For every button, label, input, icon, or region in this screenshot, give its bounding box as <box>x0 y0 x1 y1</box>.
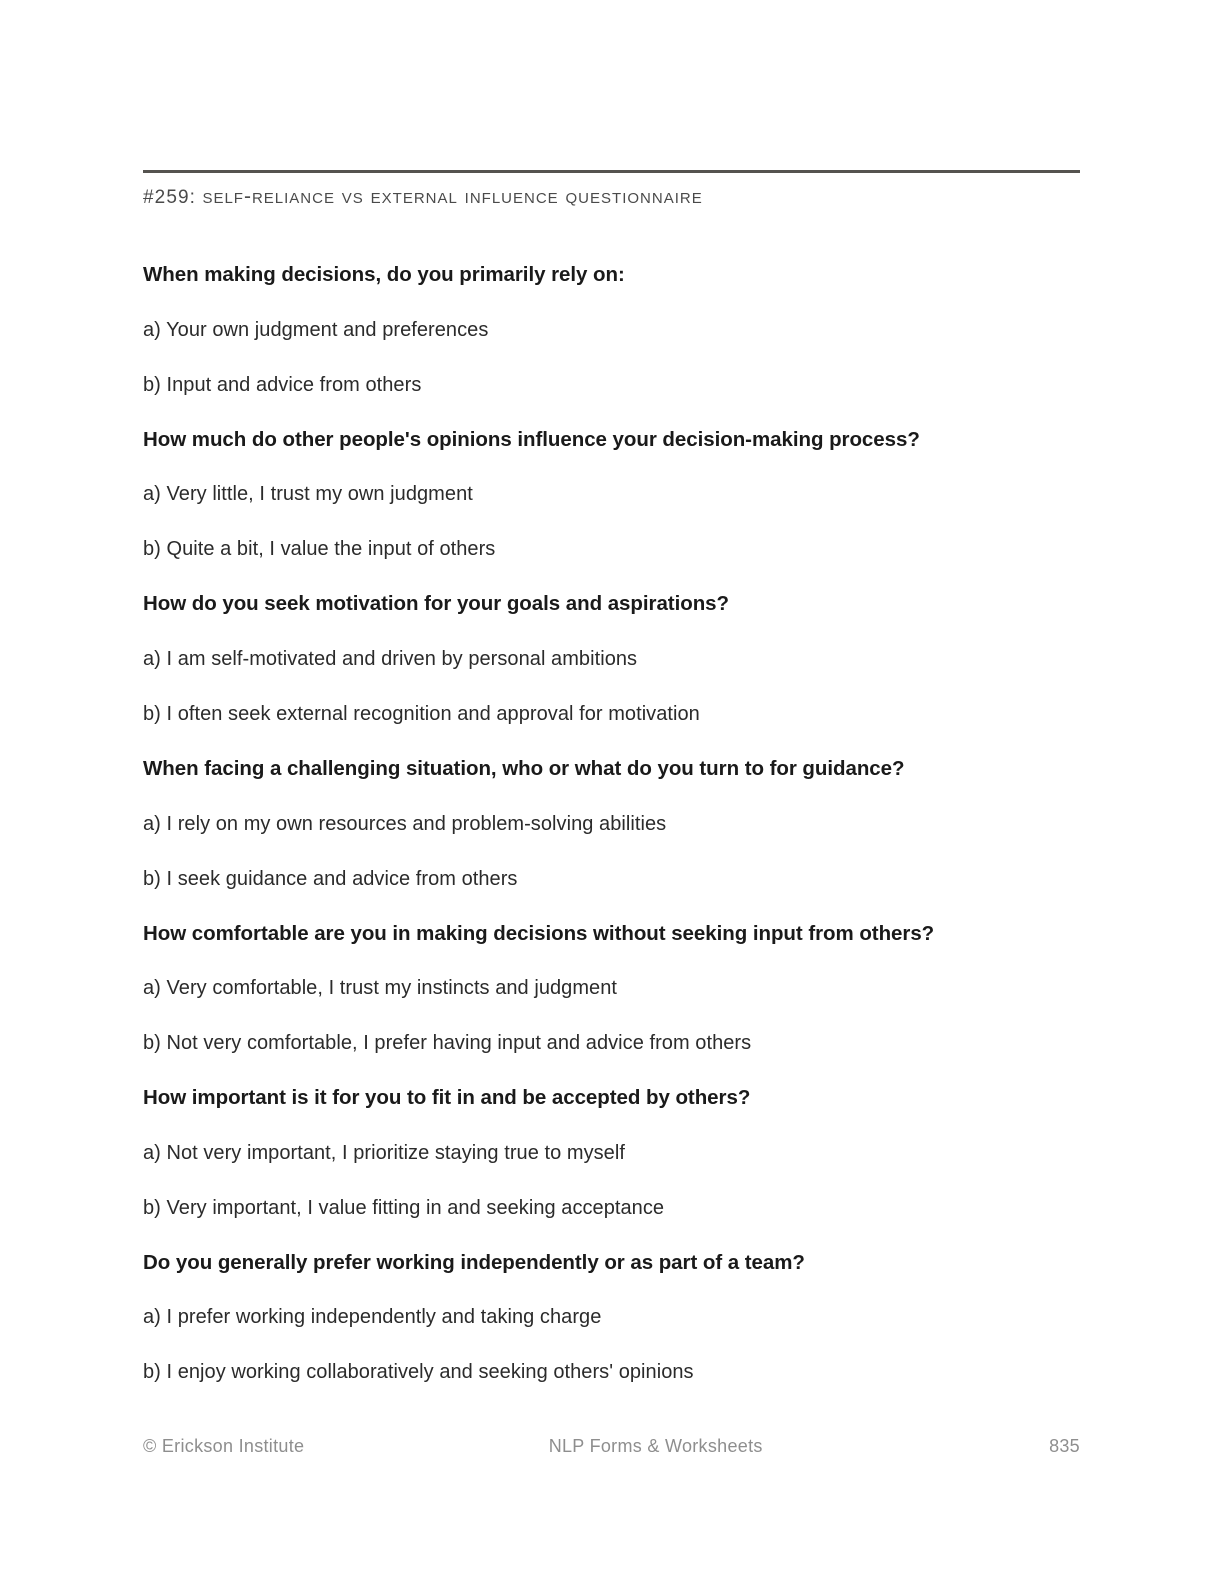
question-title: How much do other people's opinions influence your decision-making process? <box>143 427 920 451</box>
question-title: When making decisions, do you primarily rely on: <box>143 263 625 286</box>
question-option-a[interactable]: a) Very comfortable, I trust my instincts and judgment <box>143 977 618 1000</box>
question-block <box>143 427 1080 563</box>
question-title: When facing a challenging situation, who or what do you turn to for guidance? <box>143 756 905 780</box>
question-title: Do you generally prefer working independently or as part of a team? <box>143 1250 805 1274</box>
footer-book-title: NLP Forms & Worksheets <box>548 1436 763 1456</box>
question-option-a[interactable]: a) Not very important, I prioritize staying true to myself <box>143 1141 625 1164</box>
header-divider-rule <box>143 170 1080 173</box>
question-block <box>143 1085 1080 1221</box>
question-option-a[interactable]: a) I rely on my own resources and problem-solving abilities <box>143 812 667 835</box>
question-option-b[interactable]: b) Input and advice from others <box>143 373 422 396</box>
question-option-b[interactable]: b) Very important, I value fitting in and seeking acceptance <box>143 1196 665 1219</box>
question-option-a[interactable]: a) I prefer working independently and taking charge <box>143 1306 602 1329</box>
question-option-a[interactable]: a) Your own judgment and preferences <box>143 318 489 341</box>
question-title: How do you seek motivation for your goals and aspirations? <box>143 592 729 616</box>
question-block <box>143 591 1080 727</box>
question-block <box>143 262 1080 398</box>
question-option-b[interactable]: b) Quite a bit, I value the input of others <box>143 538 496 561</box>
page-title <box>143 185 1080 209</box>
question-option-b[interactable]: b) I seek guidance and advice from others <box>143 867 518 890</box>
question-title: How important is it for you to fit in and be accepted by others? <box>143 1086 751 1110</box>
worksheet-title: self-reliance vs external influence questionnaire <box>202 185 703 208</box>
questionnaire-list <box>143 262 1080 1385</box>
question-option-b[interactable]: b) I enjoy working collaboratively and seeking others' opinions <box>143 1361 694 1384</box>
question-block <box>143 921 1080 1057</box>
question-option-a[interactable]: a) Very little, I trust my own judgment <box>143 483 473 506</box>
question-option-b[interactable]: b) Not very comfortable, I prefer having input and advice from others <box>143 1032 752 1055</box>
question-block <box>143 1250 1080 1386</box>
question-option-b[interactable]: b) I often seek external recognition and approval for motivation <box>143 702 700 725</box>
question-block <box>143 756 1080 892</box>
footer-copyright: © Erickson Institute <box>143 1436 305 1456</box>
worksheet-number: #259: <box>143 187 197 208</box>
question-option-a[interactable]: a) I am self-motivated and driven by personal ambitions <box>143 647 638 670</box>
page-footer <box>143 1436 1080 1457</box>
footer-page-number: 835 <box>1049 1436 1080 1456</box>
question-title: How comfortable are you in making decisions without seeking input from others? <box>143 921 935 945</box>
document-content <box>143 170 1080 1385</box>
